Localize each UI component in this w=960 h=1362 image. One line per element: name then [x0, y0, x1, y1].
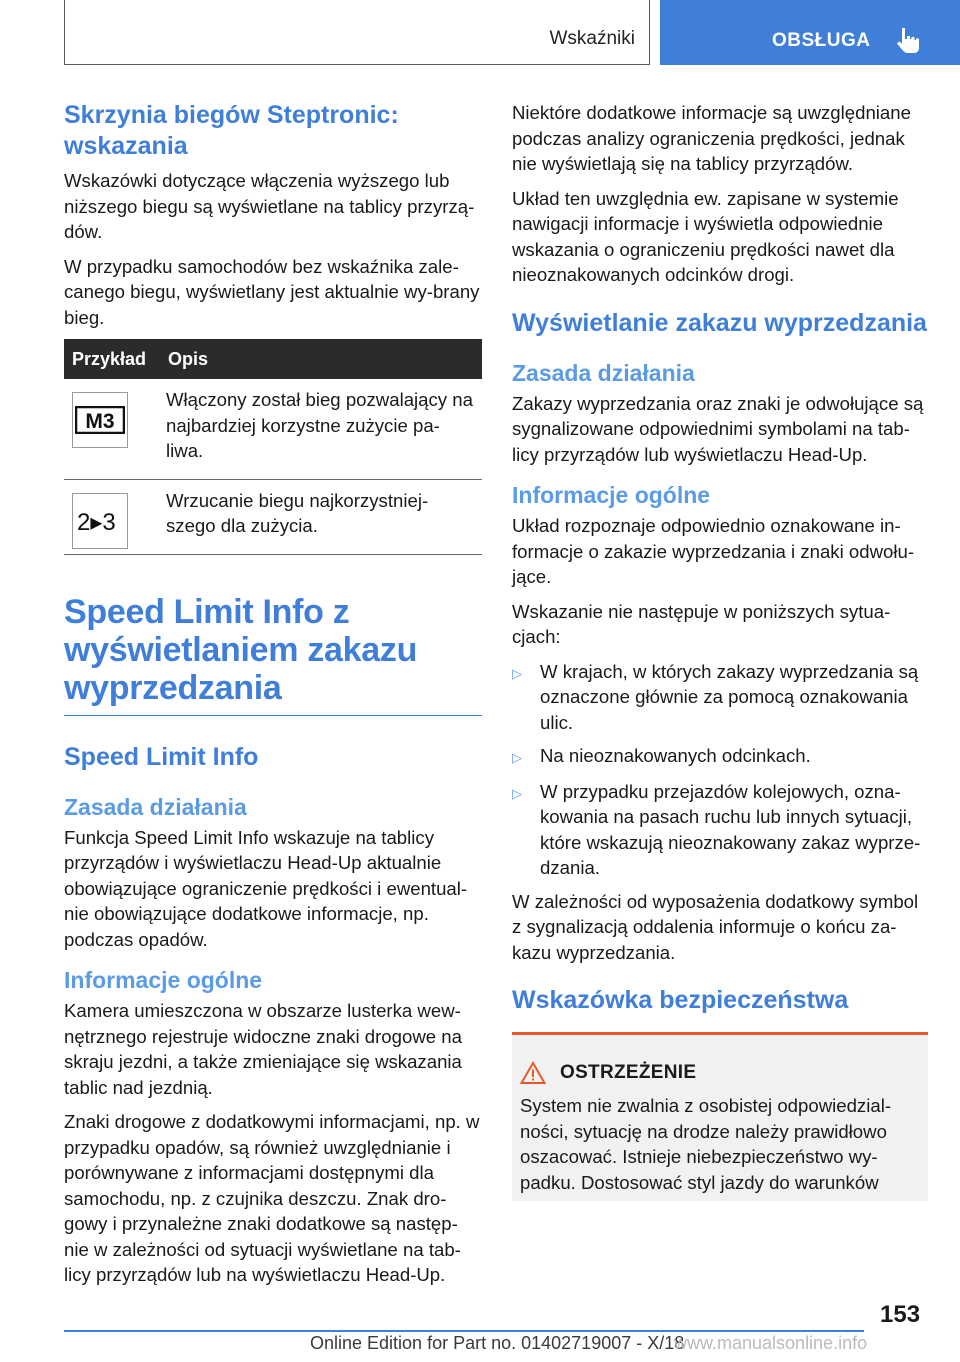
- heading-informacje-ogolne: Informacje ogólne: [512, 482, 711, 508]
- pointing-hand-icon: [896, 26, 920, 54]
- list-item: [512, 659, 930, 736]
- footer-divider: [64, 1330, 864, 1332]
- paragraph: Znaki drogowe z dodatkowymi informacjami, np. w przypadku opadów, są również uwzględnianie i porównywane z informacjami dostępnymi dla samochodu, np. z czujnika deszczu. Znak dro‐gowy i przynależne znaki dodatkowe są następ‐nie w zależności od sytuacji wyświetlane na tab‐licy przyrządów lub na wyświetlaczu Head-Up.: [64, 1111, 480, 1285]
- heading-informacje-ogolne: Informacje ogólne: [64, 967, 263, 993]
- paragraph: W przypadku samochodów bez wskaźnika zale‐canego biegu, wyświetlany jest aktualnie wy‐brany bieg.: [64, 255, 480, 328]
- gear-symbol-shift: [72, 493, 128, 549]
- gear-indicator-table: [64, 339, 482, 555]
- warning-box: [512, 1032, 928, 1201]
- header-section-box: [64, 0, 650, 65]
- warning-triangle-icon: [520, 1061, 546, 1085]
- right-column: [512, 100, 930, 1201]
- paragraph: Wskazanie nie następuje w poniższych sytua‐cjach:: [512, 600, 891, 647]
- heading-speed-limit-info: Speed Limit Info z wyświetlaniem zakazu wyprzedzania: [64, 593, 482, 716]
- paragraph: Układ rozpoznaje odpowiednio oznakowane in‐formacje o zakazie wyprzedzania i znaki odwołu‐jące.: [512, 515, 915, 587]
- gear-symbol-label: M3: [85, 410, 115, 433]
- left-column: [64, 100, 482, 1297]
- table-row: [64, 379, 482, 479]
- list-item-text: Na nieoznakowanych odcinkach.: [540, 745, 811, 766]
- page-number: 153: [880, 1301, 921, 1328]
- header-chapter-label: OBSŁUGA: [772, 30, 871, 51]
- warning-title: OSTRZEŻENIE: [560, 1062, 697, 1083]
- warning-text: System nie zwalnia z osobistej odpowiedzial‐ności, sytuację na drodze należy prawidłowo oszacować. Istnieje niebezpieczeństwo wy‐padku. Dostosować styl jazdy do warunków: [520, 1095, 892, 1193]
- list-item-text: W krajach, w których zakazy wyprzedzania są oznaczone głównie za pomocą oznakowania ulic.: [540, 660, 919, 733]
- gear-shift-icon: [75, 507, 125, 535]
- paragraph: Funkcja Speed Limit Info wskazuje na tablicy przyrządów i wyświetlaczu Head-Up aktualnie obowiązujące ograniczenie prędkości i ewentual‐nie obowiązujące dodatkowe informacje, np. podczas opadów.: [64, 826, 468, 950]
- list-item-text: W przypadku przejazdów kolejowych, ozna‐kowania na pasach ruchu lub innych sytuacji, które wskazują nieoznakowany zakaz wyprze‐dzania.: [540, 780, 921, 878]
- triangle-bullet-icon: ▷: [512, 665, 522, 681]
- gear-m3-icon: [75, 406, 125, 434]
- footer-edition: Online Edition for Part no. 01402719007 - X/18: [310, 1333, 685, 1353]
- gear-symbol-m3: [72, 392, 128, 448]
- table-header-example: Przykład: [64, 339, 160, 379]
- paragraph: Kamera umieszczona w obszarze lusterka wew‐nętrznego rejestruje widoczne znaki drogowe na skraju jezdni, a także zmieniające się wskazania tablic nad jezdnią.: [64, 1000, 462, 1098]
- heading-sli: Speed Limit Info: [64, 742, 259, 771]
- table-row: [64, 479, 482, 554]
- list-item: [512, 743, 930, 771]
- heading-zasada-dzialania: Zasada działania: [512, 359, 695, 386]
- heading-wyswietlanie-zakazu: Wyświetlanie zakazu wyprzedzania: [512, 308, 927, 337]
- header-chapter-tab[interactable]: [660, 0, 960, 65]
- list-item: [512, 779, 930, 881]
- table-cell-description: Włączony został bieg pozwalający na najbardziej korzystne zużycie pa‐liwa.: [160, 379, 482, 479]
- footer-site-link[interactable]: www.manualsonline.info: [674, 1333, 868, 1353]
- triangle-bullet-icon: ▷: [512, 750, 522, 765]
- warning-header: [520, 1061, 922, 1085]
- heading-steptronic: Skrzynia biegów Steptronic: wskazania: [64, 101, 399, 160]
- paragraph: W zależności od wyposażenia dodatkowy symbol z sygnalizacją oddalenia informuje o końcu za‐kazu wyprzedzania.: [512, 890, 919, 963]
- table-cell-description: Wrzucanie biegu najkorzystniej‐szego dla zużycia.: [160, 479, 482, 554]
- gear-symbol-label: 2▸3: [77, 508, 116, 535]
- heading-zasada-dzialania: Zasada działania: [64, 793, 247, 820]
- heading-wskazowka-bezpieczenstwa: Wskazówka bezpieczeństwa: [512, 986, 849, 1014]
- paragraph: Niektóre dodatkowe informacje są uwzględniane podczas analizy ograniczenia prędkości, jednak nie wyświetlają się na tablicy przyrządów.: [512, 102, 911, 174]
- header-section-title: Wskaźniki: [549, 28, 635, 49]
- table-header-description: Opis: [160, 339, 482, 379]
- triangle-bullet-icon: ▷: [512, 785, 522, 801]
- paragraph: Wskazówki dotyczące włączenia wyższego lub niższego biegu są wyświetlane na tablicy przyrzą‐dów.: [64, 170, 475, 242]
- paragraph: Zakazy wyprzedzania oraz znaki je odwołujące są sygnalizowane odpowiednimi symbolami na tab‐licy przyrządów lub wyświetlaczu Head-Up.: [512, 392, 924, 465]
- paragraph: Układ ten uwzględnia ew. zapisane w systemie nawigacji informacje i wyświetla odpowiednie wskazania o ograniczeniu prędkości nawet dla nieoznakowanych odcinków drogi.: [512, 187, 899, 285]
